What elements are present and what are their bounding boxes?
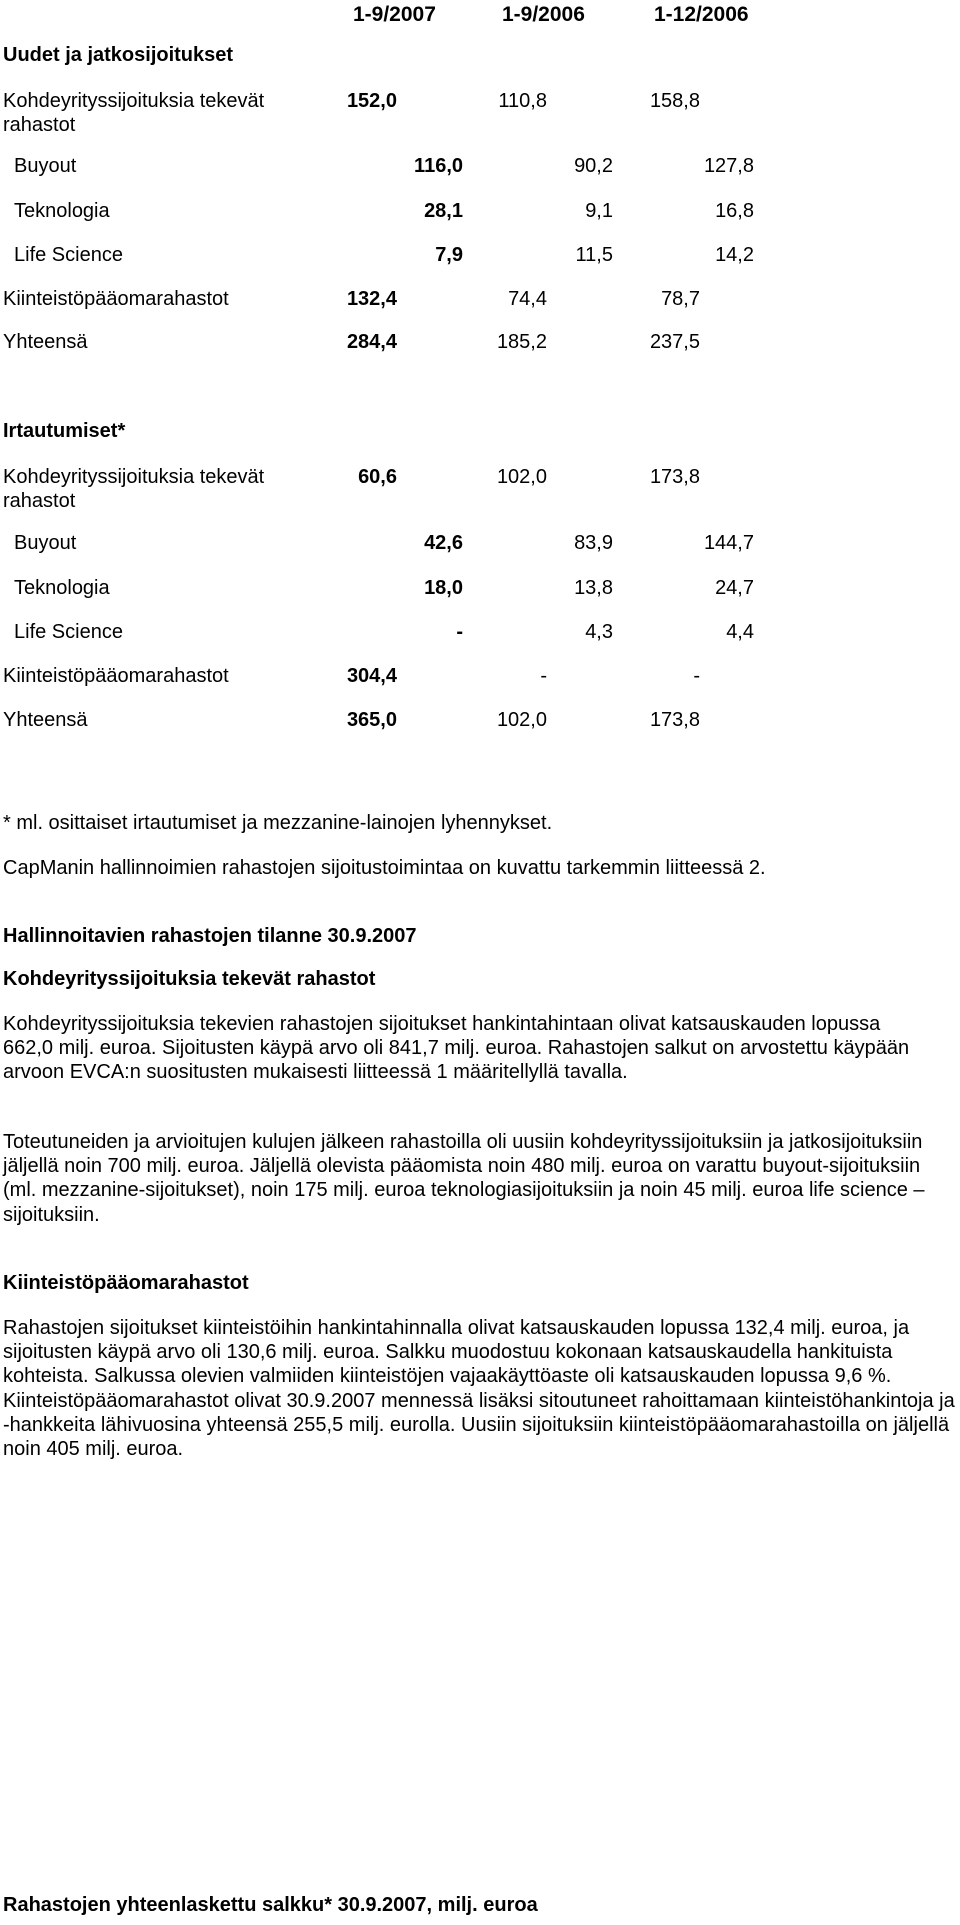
exits-row-label-cont: rahastot bbox=[3, 490, 76, 512]
investments-row-value-12-2006: 14,2 bbox=[715, 244, 754, 266]
col-header-1-9-2006: 1-9/2006 bbox=[502, 3, 585, 26]
exits-row-label: Kohdeyrityssijoituksia tekevät bbox=[3, 466, 265, 488]
exits-section-title: Irtautumiset* bbox=[3, 420, 126, 442]
investments-row-label: Kohdeyrityssijoituksia tekevät bbox=[3, 90, 265, 112]
exits-row-value-2007: 18,0 bbox=[424, 577, 463, 599]
exits-row-value-12-2006: 144,7 bbox=[703, 532, 754, 554]
exits-row-value-2006: 13,8 bbox=[574, 577, 613, 599]
exits-row-value-2006: 102,0 bbox=[496, 709, 547, 731]
investments-row-value-12-2006: 158,8 bbox=[649, 90, 700, 112]
col-header-1-9-2007: 1-9/2007 bbox=[353, 3, 436, 26]
investments-section-title: Uudet ja jatkosijoitukset bbox=[3, 44, 234, 66]
portfolio-funds-paragraph-1: Kohdeyrityssijoituksia tekevien rahastojen sijoitukset hankintahintaan olivat katsauskauden lopussa 662,0 milj. euroa. Sijoitusten käypä arvo oli 841,7 milj. euroa. Rahastojen salkut on arvostettu käypään arvoon EVCA:n suositusten mukaisesti liitteessä 1 määritellyllä tavalla. bbox=[3, 1013, 910, 1084]
investments-row-value-2007: 7,9 bbox=[435, 244, 463, 266]
portfolio-funds-heading: Kohdeyrityssijoituksia tekevät rahastot bbox=[3, 968, 376, 990]
exits-row-value-2006: 83,9 bbox=[574, 532, 613, 554]
investments-row-value-2007: 132,4 bbox=[346, 288, 397, 310]
investments-row-label: Buyout bbox=[14, 155, 77, 177]
investments-row-label: Kiinteistöpääomarahastot bbox=[3, 288, 229, 310]
investments-row-label-cont: rahastot bbox=[3, 114, 76, 136]
exits-row-value-2007: 365,0 bbox=[346, 709, 397, 731]
exits-row-value-12-2006: 24,7 bbox=[715, 577, 754, 599]
real-estate-funds-paragraph: Rahastojen sijoitukset kiinteistöihin hankintahinnalla olivat katsauskauden lopussa 132,4 milj. euroa, ja sijoitusten käypä arvo oli 130,6 milj. euroa. Salkku muodostuu kokonaan katsauskaudella hankituista kohteista. Salkussa olevien valmiiden kiinteistöjen vajaakäyttöaste oli katsauskauden lopussa 9,6 %. Kiinteistöpääomarahastot olivat 30.9.2007 mennessä lisäksi sitoutuneet rahoittamaan kiinteistöhankintoja ja -hankkeita lähivuosina yhteensä 255,5 milj. eurolla. Uusiin sijoituksiin kiinteistöpääomarahastoilla on jäljellä noin 405 milj. euroa. bbox=[3, 1317, 955, 1461]
investments-row-value-12-2006: 16,8 bbox=[715, 200, 754, 222]
investments-row-value-2007: 116,0 bbox=[414, 155, 463, 177]
exits-row-label: Teknologia bbox=[14, 577, 110, 599]
exits-row-value-12-2006: 173,8 bbox=[649, 709, 700, 731]
exits-row-value-2007: 42,6 bbox=[424, 532, 463, 554]
exits-row-value-2007: 304,4 bbox=[346, 665, 397, 687]
investments-row-value-12-2006: 237,5 bbox=[649, 331, 700, 353]
investments-row-value-2006: 74,4 bbox=[508, 288, 547, 310]
exits-row-value-2006: 102,0 bbox=[496, 466, 547, 488]
investments-row-value-2007: 284,4 bbox=[346, 331, 397, 353]
exits-row-label: Buyout bbox=[14, 532, 77, 554]
exits-row-value-12-2006: 4,4 bbox=[726, 621, 754, 643]
investments-row-value-12-2006: 127,8 bbox=[703, 155, 754, 177]
investments-row-label: Teknologia bbox=[14, 200, 110, 222]
exits-row-value-2006: - bbox=[540, 665, 547, 687]
investments-row-value-2006: 110,8 bbox=[498, 90, 547, 112]
col-header-1-12-2006: 1-12/2006 bbox=[654, 3, 749, 26]
appendix-note: CapManin hallinnoimien rahastojen sijoitustoimintaa on kuvattu tarkemmin liitteessä 2. bbox=[3, 857, 766, 879]
exits-row-label: Life Science bbox=[14, 621, 123, 643]
investments-row-value-2007: 28,1 bbox=[424, 200, 463, 222]
portfolio-funds-paragraph-2: Toteutuneiden ja arvioitujen kulujen jälkeen rahastoilla oli uusiin kohdeyrityssijoituksiin ja jatkosijoituksiin jäljellä noin 700 milj. euroa. Jäljellä olevista pääomista noin 480 milj. euroa on varattu buyout-sijoituksiin (ml. mezzanine-sijoitukset), noin 175 milj. euroa teknologiasijoituksiin ja noin 45 milj. euroa life science –sijoituksiin. bbox=[3, 1131, 925, 1226]
investments-row-label: Yhteensä bbox=[3, 331, 88, 353]
investments-row-value-2006: 11,5 bbox=[575, 244, 613, 266]
exits-row-value-12-2006: 173,8 bbox=[649, 466, 700, 488]
exits-row-value-2006: 4,3 bbox=[585, 621, 613, 643]
investments-row-value-2006: 185,2 bbox=[496, 331, 547, 353]
investments-row-value-2006: 9,1 bbox=[585, 200, 613, 222]
exits-row-label: Yhteensä bbox=[3, 709, 88, 731]
investments-row-value-2006: 90,2 bbox=[574, 155, 613, 177]
real-estate-funds-heading: Kiinteistöpääomarahastot bbox=[3, 1272, 249, 1294]
footnote: * ml. osittaiset irtautumiset ja mezzanine-lainojen lyhennykset. bbox=[3, 812, 553, 834]
exits-row-value-2007: - bbox=[456, 621, 463, 643]
exits-row-value-12-2006: - bbox=[693, 665, 700, 687]
exits-row-value-2007: 60,6 bbox=[358, 466, 397, 488]
investments-row-value-12-2006: 78,7 bbox=[661, 288, 700, 310]
status-heading: Hallinnoitavien rahastojen tilanne 30.9.2007 bbox=[3, 925, 417, 947]
exits-row-label: Kiinteistöpääomarahastot bbox=[3, 665, 229, 687]
investments-row-label: Life Science bbox=[14, 244, 123, 266]
investments-row-value-2007: 152,0 bbox=[346, 90, 397, 112]
combined-portfolio-heading: Rahastojen yhteenlaskettu salkku* 30.9.2007, milj. euroa bbox=[3, 1894, 538, 1916]
